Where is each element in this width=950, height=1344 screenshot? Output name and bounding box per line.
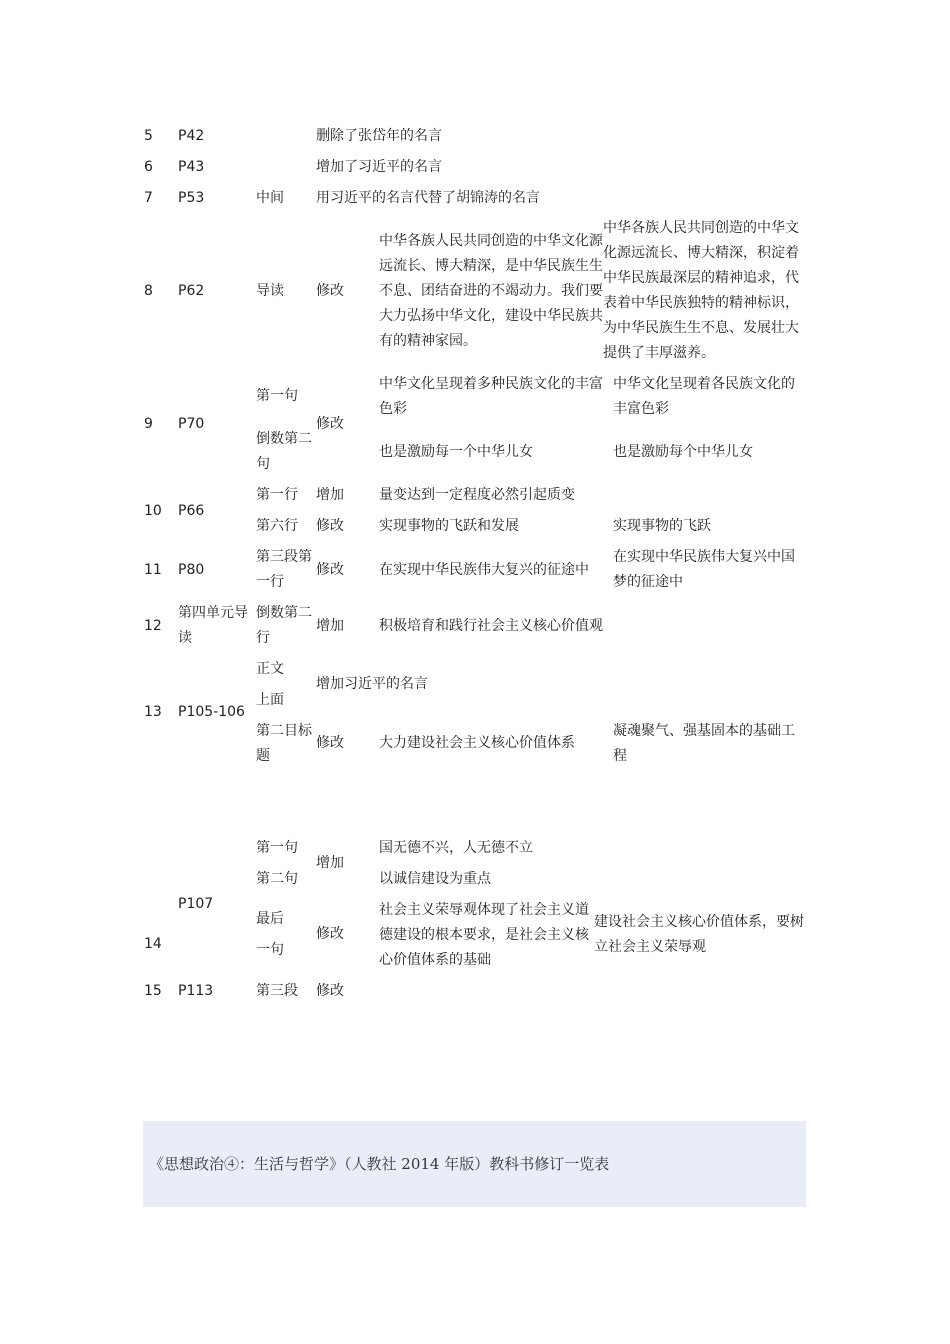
row-number: 14 <box>144 936 162 952</box>
row-number: 9 <box>144 416 153 432</box>
revised-text: 建设社会主义核心价值体系，要树立社会主义荣辱观 <box>594 914 804 955</box>
position-cell: 最后 <box>256 911 284 927</box>
action-cell: 修改 <box>316 562 344 578</box>
position-cell: 第三段第一行 <box>256 549 312 590</box>
original-text: 国无德不兴，人无德不立 <box>379 840 533 856</box>
row-number: 12 <box>144 618 162 634</box>
position-cell: 上面 <box>256 692 284 708</box>
page-ref: 第四单元导读 <box>178 605 248 646</box>
original-text: 实现事物的飞跃和发展 <box>379 518 519 534</box>
row-number: 6 <box>144 159 153 175</box>
original-text: 社会主义荣辱观体现了社会主义道德建设的根本要求，是社会主义核心价值体系的基础 <box>379 902 589 968</box>
row-number: 11 <box>144 562 162 578</box>
action-cell: 修改 <box>316 283 344 299</box>
original-text: 大力建设社会主义核心价值体系 <box>379 735 575 751</box>
revised-text: 实现事物的飞跃 <box>613 518 711 534</box>
row-number: 15 <box>144 983 162 999</box>
revised-text: 凝魂聚气、强基固本的基础工程 <box>613 723 795 764</box>
page-ref: P62 <box>178 283 205 299</box>
page-ref: P113 <box>178 983 214 999</box>
action-cell: 修改 <box>316 416 344 432</box>
action-cell: 修改 <box>316 735 344 751</box>
action-cell: 增加 <box>316 487 344 503</box>
revised-text: 中华文化呈现着各民族文化的丰富色彩 <box>613 376 795 417</box>
position-cell: 倒数第二句 <box>256 431 312 472</box>
page-ref: P43 <box>178 159 205 175</box>
row-number: 8 <box>144 283 153 299</box>
action-cell: 修改 <box>316 518 344 534</box>
position-cell: 正文 <box>256 661 284 677</box>
position-cell: 第一句 <box>256 840 298 856</box>
revision-note: 用习近平的名言代替了胡锦涛的名言 <box>316 190 540 206</box>
page-ref: P107 <box>178 896 214 912</box>
position-cell: 第二句 <box>256 871 298 887</box>
action-cell: 修改 <box>316 926 344 942</box>
original-text: 在实现中华民族伟大复兴的征途中 <box>379 562 589 578</box>
original-text: 也是激励每一个中华儿女 <box>379 444 533 460</box>
action-cell: 增加 <box>316 855 344 871</box>
position-cell: 第一行 <box>256 487 298 503</box>
page-ref: P80 <box>178 562 205 578</box>
position-cell: 倒数第二行 <box>256 605 312 646</box>
position-cell: 导读 <box>256 283 284 299</box>
action-cell: 增加 <box>316 618 344 634</box>
revised-text: 中华各族人民共同创造的中华文化源远流长、博大精深，积淀着中华民族最深层的精神追求，代表着中华民族独特的精神标识，为中华民族生生不息、发展壮大提供了丰厚滋养。 <box>603 220 799 361</box>
original-text: 量变达到一定程度必然引起质变 <box>379 487 575 503</box>
page-ref: P42 <box>178 128 205 144</box>
page-ref: P53 <box>178 190 205 206</box>
section-title-box <box>143 1121 806 1207</box>
page-ref: P105-106 <box>178 704 245 720</box>
revised-text: 也是激励每个中华儿女 <box>613 444 753 460</box>
position-cell: 一句 <box>256 942 284 958</box>
page-ref: P70 <box>178 416 205 432</box>
original-text: 积极培育和践行社会主义核心价值观 <box>379 618 603 634</box>
position-cell: 中间 <box>256 190 284 206</box>
action-cell: 修改 <box>316 983 344 999</box>
revision-note: 增加了习近平的名言 <box>316 159 442 175</box>
original-text: 中华文化呈现着多种民族文化的丰富色彩 <box>379 376 603 417</box>
position-cell: 第三段 <box>256 983 298 999</box>
revision-note: 删除了张岱年的名言 <box>316 128 442 144</box>
position-cell: 第一句 <box>256 388 298 404</box>
position-cell: 第六行 <box>256 518 298 534</box>
row-number: 13 <box>144 704 162 720</box>
row-number: 5 <box>144 128 153 144</box>
revision-note: 增加习近平的名言 <box>316 676 428 692</box>
page-ref: P66 <box>178 503 205 519</box>
row-number: 7 <box>144 190 153 206</box>
row-number: 10 <box>144 503 162 519</box>
section-title: 《思想政治④：生活与哲学》（人教社 2014 年版）教科书修订一览表 <box>149 1155 610 1173</box>
revised-text: 在实现中华民族伟大复兴中国梦的征途中 <box>613 549 795 590</box>
original-text: 中华各族人民共同创造的中华文化源远流长、博大精深，是中华民族生生不息、团结奋进的不竭动力。我们要大力弘扬中华文化，建设中华民族共有的精神家园。 <box>379 233 603 349</box>
position-cell: 第二目标题 <box>256 723 312 764</box>
original-text: 以诚信建设为重点 <box>379 871 491 887</box>
